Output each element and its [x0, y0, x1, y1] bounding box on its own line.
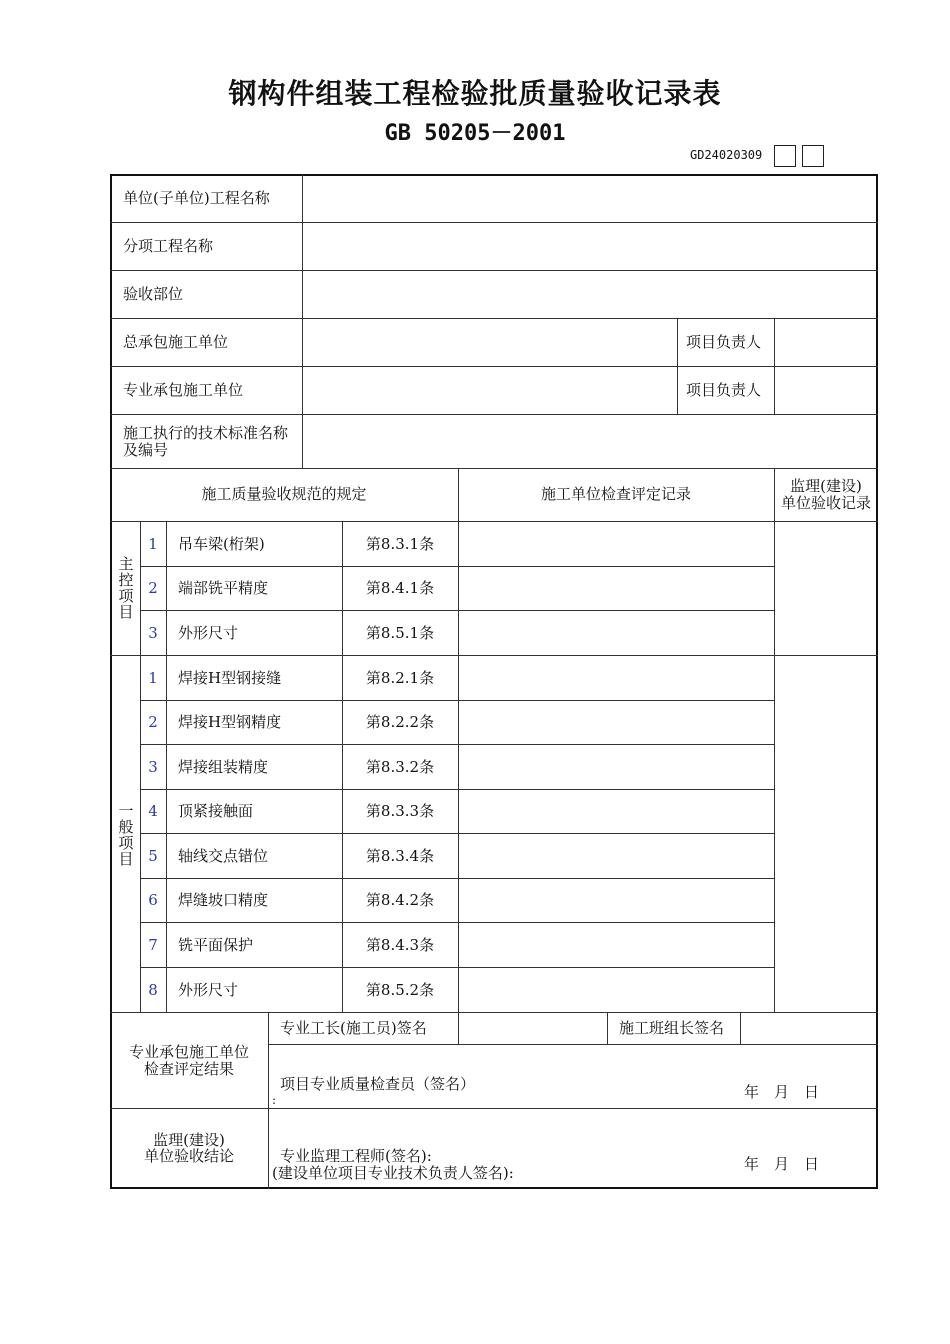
label-standard-name-2: 及编号 [123, 441, 169, 459]
label-sub-project-name: 分项工程名称 [123, 237, 214, 255]
label-project-manager-1: 项目负责人 [686, 333, 762, 351]
standard-name-field[interactable] [304, 416, 876, 466]
label-standard-name: 施工执行的技术标准名称 [123, 424, 289, 442]
header-supervision-2: 单位验收记录 [780, 494, 871, 512]
general-items-label: 一 般 项 目 [118, 802, 134, 868]
form-title: 钢构件组装工程检验批质量验收记录表 [228, 77, 722, 110]
label-acceptance-part: 验收部位 [123, 285, 184, 303]
foreman-sign-field[interactable] [460, 1014, 605, 1042]
inspector-sign-label: 项目专业质量检查员（签名） [280, 1075, 476, 1093]
inspector-colon: : [272, 1093, 277, 1107]
acceptance-part-field[interactable] [304, 272, 876, 316]
label-general-contractor: 总承包施工单位 [123, 333, 229, 351]
team-leader-sign-field[interactable] [742, 1014, 876, 1042]
header-record: 施工单位检查评定记录 [540, 485, 691, 503]
code-box-1[interactable] [774, 145, 796, 167]
label-unit-project-name: 单位(子单位)工程名称 [123, 189, 270, 207]
unit-project-name-field[interactable] [304, 176, 876, 220]
label-specialty-contractor: 专业承包施工单位 [123, 381, 244, 399]
team-leader-sign-label: 施工班组长签名 [619, 1019, 725, 1037]
sub-project-name-field[interactable] [304, 224, 876, 268]
project-manager-2-field[interactable] [776, 368, 876, 412]
header-supervision: 监理(建设) [790, 477, 862, 495]
form-code: GD24020309 [690, 148, 763, 162]
foreman-sign-label: 专业工长(施工员)签名 [280, 1019, 427, 1037]
supervision-date: 年 月 日 [744, 1155, 820, 1173]
contractor-date: 年 月 日 [744, 1083, 820, 1101]
main-items-label: 主 控 项 目 [118, 555, 134, 621]
general-contractor-field[interactable] [304, 320, 675, 364]
supervision-conclusion-label-2: 单位验收结论 [143, 1147, 234, 1165]
standard-code: GB 50205－2001 [384, 121, 566, 146]
label-project-manager-2: 项目负责人 [686, 381, 762, 399]
owner-rep-label: (建设单位项目专业技术负责人签名): [272, 1164, 514, 1182]
contractor-result-label: 专业承包施工单位 [128, 1043, 249, 1061]
contractor-result-label-2: 检查评定结果 [143, 1060, 234, 1078]
code-box-2[interactable] [802, 145, 824, 167]
specialty-contractor-field[interactable] [304, 368, 675, 412]
supervising-engineer-label: 专业监理工程师(签名): [280, 1147, 432, 1165]
project-manager-1-field[interactable] [776, 320, 876, 364]
supervision-conclusion-label: 监理(建设) [153, 1131, 225, 1149]
header-spec: 施工质量验收规范的规定 [201, 485, 367, 503]
